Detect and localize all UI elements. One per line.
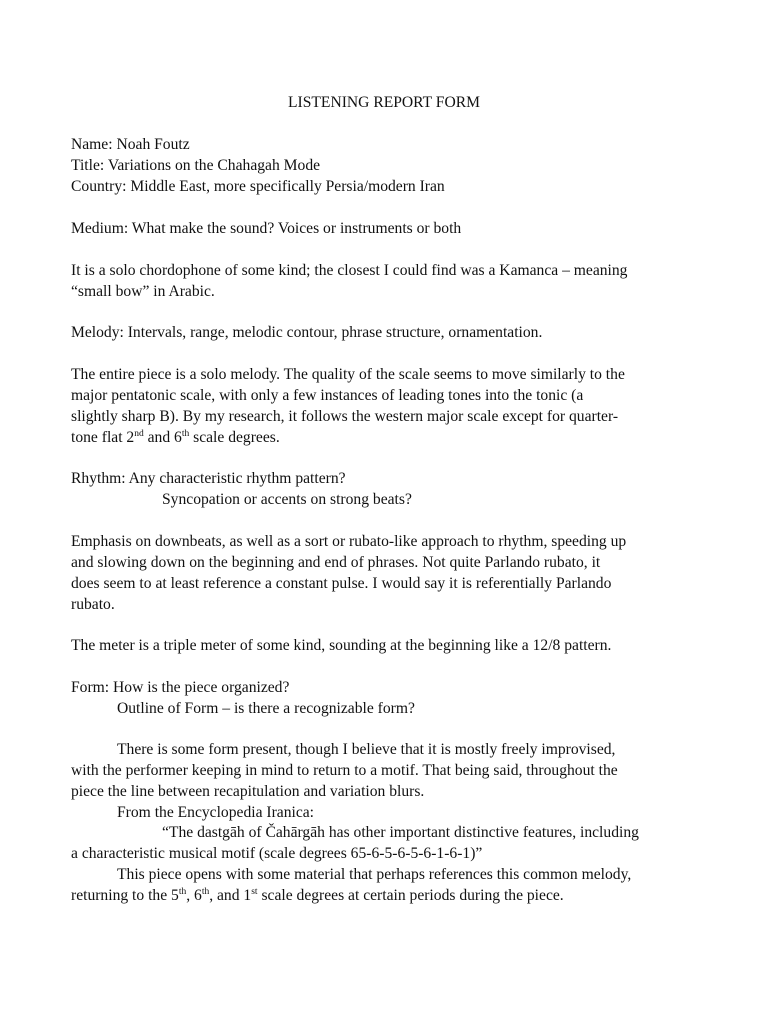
name-line: Name: Noah Foutz — [71, 136, 190, 153]
rhythm-answer-line: and slowing down on the beginning and end of phrases. Not quite Parlando rubato, it — [71, 554, 601, 571]
form-answer-line: piece the line between recapitulation and variation blurs. — [71, 783, 425, 800]
rhythm-answer-line: does seem to at least reference a constant pulse. I would say it is referentially Parlando — [71, 575, 612, 592]
quote-line: a characteristic musical motif (scale degrees 65-6-5-6-5-6-1-6-1)” — [71, 845, 483, 862]
melody-answer-line: major pentatonic scale, with only a few instances of leading tones into the tonic (a — [71, 387, 584, 404]
melody-prompt: Melody: Intervals, range, melodic contour, phrase structure, ornamentation. — [71, 324, 543, 341]
country-line: Country: Middle East, more specifically Persia/modern Iran — [71, 178, 445, 195]
meter-line: The meter is a triple meter of some kind, sounding at the beginning like a 12/8 pattern. — [71, 637, 612, 654]
melody-answer-line: slightly sharp B). By my research, it follows the western major scale except for quarter- — [71, 408, 619, 425]
quote-line: “The dastgāh of Čahārgāh has other important distinctive features, including — [162, 824, 639, 841]
form-answer-line: with the performer keeping in mind to return to a motif. That being said, throughout the — [71, 762, 618, 779]
source-line: From the Encyclopedia Iranica: — [117, 804, 315, 821]
rhythm-answer-line: rubato. — [71, 596, 115, 613]
title-line: Title: Variations on the Chahagah Mode — [71, 157, 321, 174]
form-prompt-sub: Outline of Form – is there a recognizable form? — [117, 700, 415, 717]
form-answer-line: returning to the 5th, 6th, and 1st scale degrees at certain periods during the piece. — [71, 887, 564, 904]
rhythm-answer-line: Emphasis on downbeats, as well as a sort or rubato-like approach to rhythm, speeding up — [71, 533, 627, 550]
melody-answer-line: tone flat 2nd and 6th scale degrees. — [71, 429, 280, 446]
rhythm-prompt-sub: Syncopation or accents on strong beats? — [162, 491, 412, 508]
melody-answer-line: The entire piece is a solo melody. The quality of the scale seems to move similarly to the — [71, 366, 625, 383]
medium-answer-line: “small bow” in Arabic. — [71, 283, 215, 300]
medium-prompt: Medium: What make the sound? Voices or instruments or both — [71, 220, 462, 237]
form-title: LISTENING REPORT FORM — [288, 94, 480, 111]
form-answer-line: There is some form present, though I believe that it is mostly freely improvised, — [117, 741, 616, 758]
form-answer-line: This piece opens with some material that perhaps references this common melody, — [117, 866, 632, 883]
rhythm-prompt: Rhythm: Any characteristic rhythm pattern? — [71, 470, 346, 487]
form-prompt: Form: How is the piece organized? — [71, 679, 290, 696]
medium-answer-line: It is a solo chordophone of some kind; the closest I could find was a Kamanca – meaning — [71, 262, 628, 279]
